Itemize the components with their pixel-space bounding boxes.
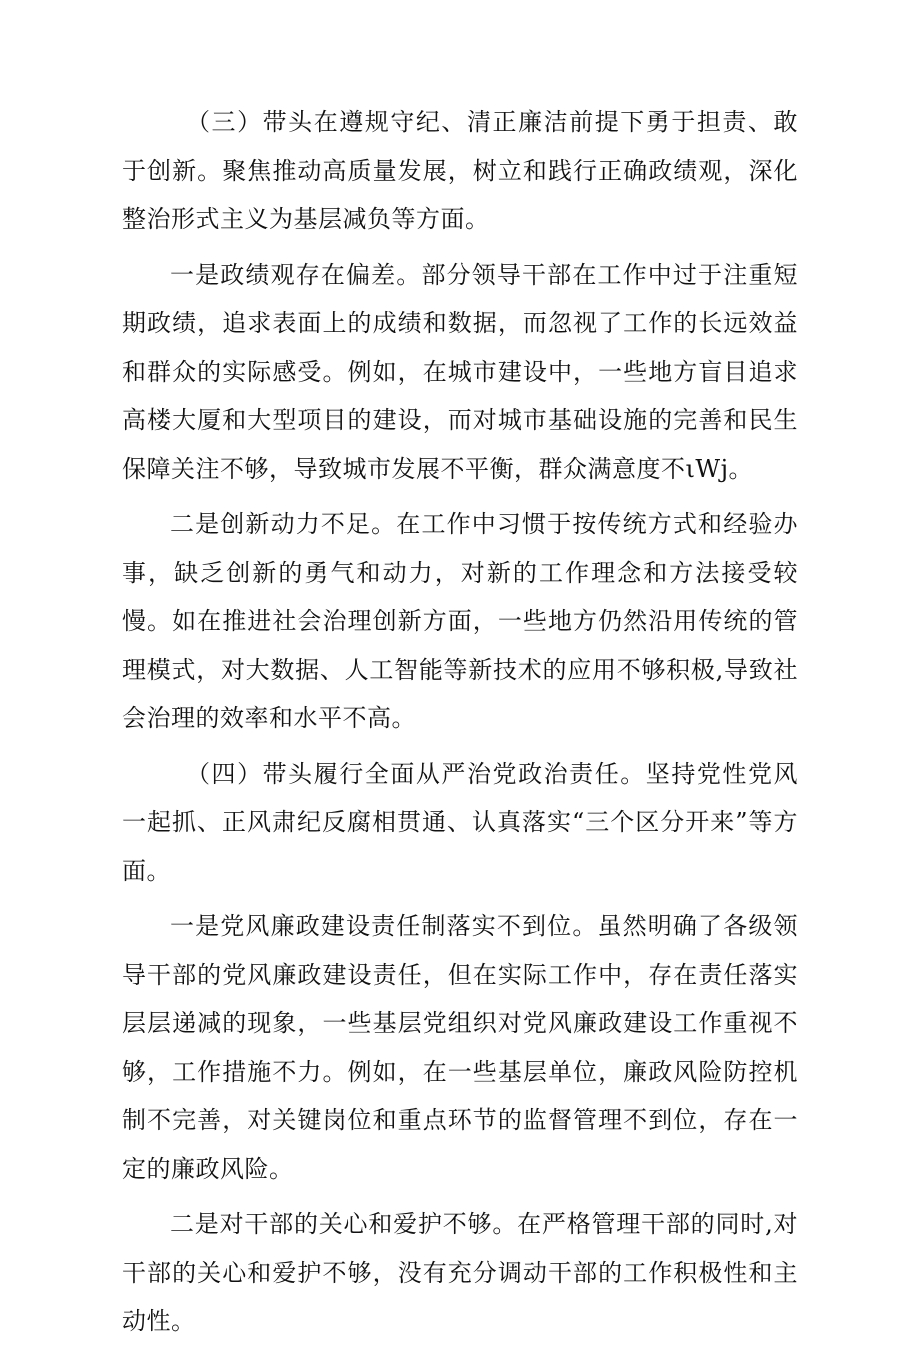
section-3-point-1: 一是政绩观存在偏差。部分领导干部在工作中过于注重短期政绩，追求表面上的成绩和数据，而忽视了工作的长远效益和群众的实际感受。例如，在城市建设中，一些地方盲目追求高楼大厦和大型项目的建设，而对城市基础设施的完善和民生保障关注不够，导致城市发展不平衡，群众满意度不ιWj。 [122,260,798,483]
section-4-point-2: 二是对干部的关心和爱护不够。在严格管理干部的同时,对干部的关心和爱护不够，没有充分调动干部的工作积极性和主动性。 [122,1210,798,1335]
section-3-heading: （三）带头在遵规守纪、清正廉洁前提下勇于担责、敢于创新。聚焦推动高质量发展，树立和践行正确政绩观，深化整治形式主义为基层减负等方面。 [122,108,798,233]
document-body [122,98,798,1353]
section-3-point-2: 二是创新动力不足。在工作中习惯于按传统方式和经验办事，缺乏创新的勇气和动力，对新的工作理念和方法接受较慢。如在推进社会治理创新方面，一些地方仍然沿用传统的管理模式，对大数据、人工智能等新技术的应用不够积极,导致社会治理的效率和水平不高。 [122,510,798,732]
section-4-heading: （四）带头履行全面从严治党政治责任。坚持党性党风一起抓、正风肃纪反腐相贯通、认真落实“三个区分开来”等方面。 [122,759,798,885]
section-4-point-1: 一是党风廉政建设责任制落实不到位。虽然明确了各级领导干部的党风廉政建设责任，但在实际工作中，存在责任落实层层递减的现象，一些基层党组织对党风廉政建设工作重视不够，工作措施不力。例如，在一些基层单位，廉政风险防控机制不完善，对关键岗位和重点环节的监督管理不到位，存在一定的廉政风险。 [122,912,798,1183]
